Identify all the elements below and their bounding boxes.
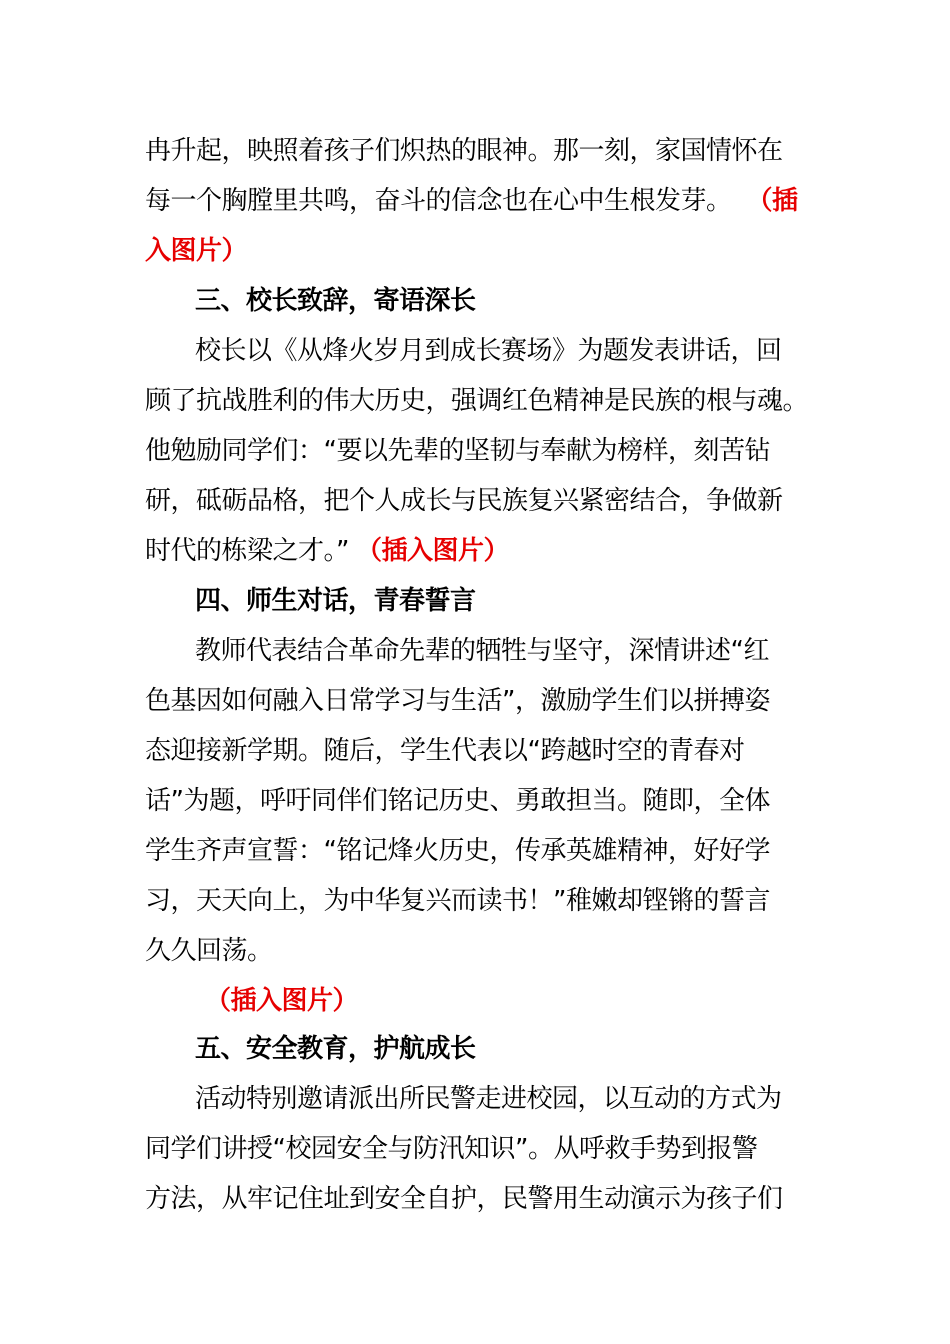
body-text-line: 冉升起，映照着孩子们炽热的眼神。那一刻，家国情怀在 — [145, 136, 783, 166]
body-text-line: 色基因如何融入日常学习与生活”，激励学生们以拼搏姿 — [145, 686, 770, 716]
body-text-line: 教师代表结合革命先辈的牺牲与坚守，深情讲述“红 — [195, 636, 769, 666]
body-text-line: 活动特别邀请派出所民警走进校园，以互动的方式为 — [195, 1084, 782, 1114]
body-text-line: 学生齐声宣誓：“铭记烽火历史，传承英雄精神，好好学 — [145, 836, 770, 866]
body-text-line: 研，砥砺品格，把个人成长与民族复兴紧密结合，争做新 — [145, 486, 783, 516]
section-heading: 五、安全教育，护航成长 — [195, 1034, 476, 1064]
insert-image-note-line — [145, 234, 805, 268]
body-text-line: 话”为题，呼吁同伴们铭记历史、勇敢担当。随即，全体 — [145, 786, 770, 816]
section-heading: 三、校长致辞，寄语深长 — [195, 286, 476, 316]
body-text: 每一个胸膛里共鸣，奋斗的信念也在心中生根发芽。 — [145, 186, 732, 216]
insert-image-note: （插入图片） — [205, 986, 359, 1016]
body-text-line: 顾了抗战胜利的伟大历史，强调红色精神是民族的根与魂。 — [145, 386, 809, 416]
body-text-line: 久久回荡。 — [145, 936, 273, 966]
body-text-line: 方法，从牢记住址到安全自护，民警用生动演示为孩子们 — [145, 1184, 783, 1214]
body-text-line: 校长以《从烽火岁月到成长赛场》为题发表讲话，回 — [195, 336, 782, 366]
body-text-line: 他勉励同学们：“要以先辈的坚韧与奉献为榜样，刻苦钻 — [145, 436, 770, 466]
body-text-line: 同学们讲授“校园安全与防汛知识”。从呼救手势到报警 — [145, 1134, 758, 1164]
insert-image-note: 入图片） — [145, 236, 248, 266]
section-heading: 四、师生对话，青春誓言 — [195, 586, 476, 616]
body-text-line — [145, 534, 805, 568]
insert-image-note: （插入图片） — [368, 536, 509, 566]
insert-image-note: （插 — [759, 186, 798, 216]
body-text-line: 态迎接新学期。随后，学生代表以“跨越时空的青春对 — [145, 736, 745, 766]
body-text-line — [145, 184, 805, 218]
body-text: 时代的栋梁之才。” — [145, 536, 349, 566]
body-text-line: 习，天天向上，为中华复兴而读书！”稚嫩却铿锵的誓言 — [145, 886, 770, 916]
